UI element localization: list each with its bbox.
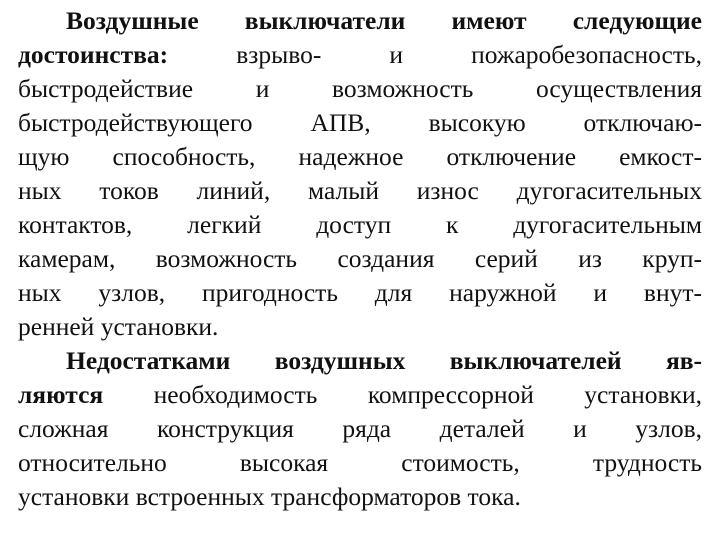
text-line: относительно высокая стоимость, трудность bbox=[18, 448, 702, 477]
bold-term: ляются bbox=[18, 380, 104, 409]
text-line bbox=[18, 38, 702, 72]
line-text: необходимость компрессорной установки, bbox=[103, 380, 702, 409]
text-line: камерам, возможность создания серий из круп- bbox=[18, 244, 702, 273]
text-line: ных узлов, пригодность для наружной и внут- bbox=[18, 278, 702, 307]
text-line: сложная конструкция ряда деталей и узлов, bbox=[18, 414, 702, 443]
text-line: щую способность, надежное отключение емкост- bbox=[18, 142, 702, 171]
text-line bbox=[18, 378, 702, 412]
text-line: контактов, легкий доступ к дугогасительным bbox=[18, 210, 702, 239]
text-line: ренней установки. bbox=[18, 312, 219, 341]
text-line: быстродействие и возможность осуществления bbox=[18, 74, 702, 103]
line-text: взрыво- и пожаробезопасность, bbox=[168, 40, 702, 69]
text-line: быстродействующего АПВ, высокую отключаю- bbox=[18, 108, 702, 137]
bold-term: достоинства: bbox=[18, 40, 169, 69]
paragraph-lead: Воздушные выключатели имеют следующие bbox=[66, 6, 702, 35]
text-line: ных токов линий, малый износ дугогасительных bbox=[18, 176, 702, 205]
text-line: установки встроенных трансформаторов тока. bbox=[18, 482, 521, 511]
paragraph-lead: Недостатками воздушных выключателей яв- bbox=[66, 346, 702, 375]
